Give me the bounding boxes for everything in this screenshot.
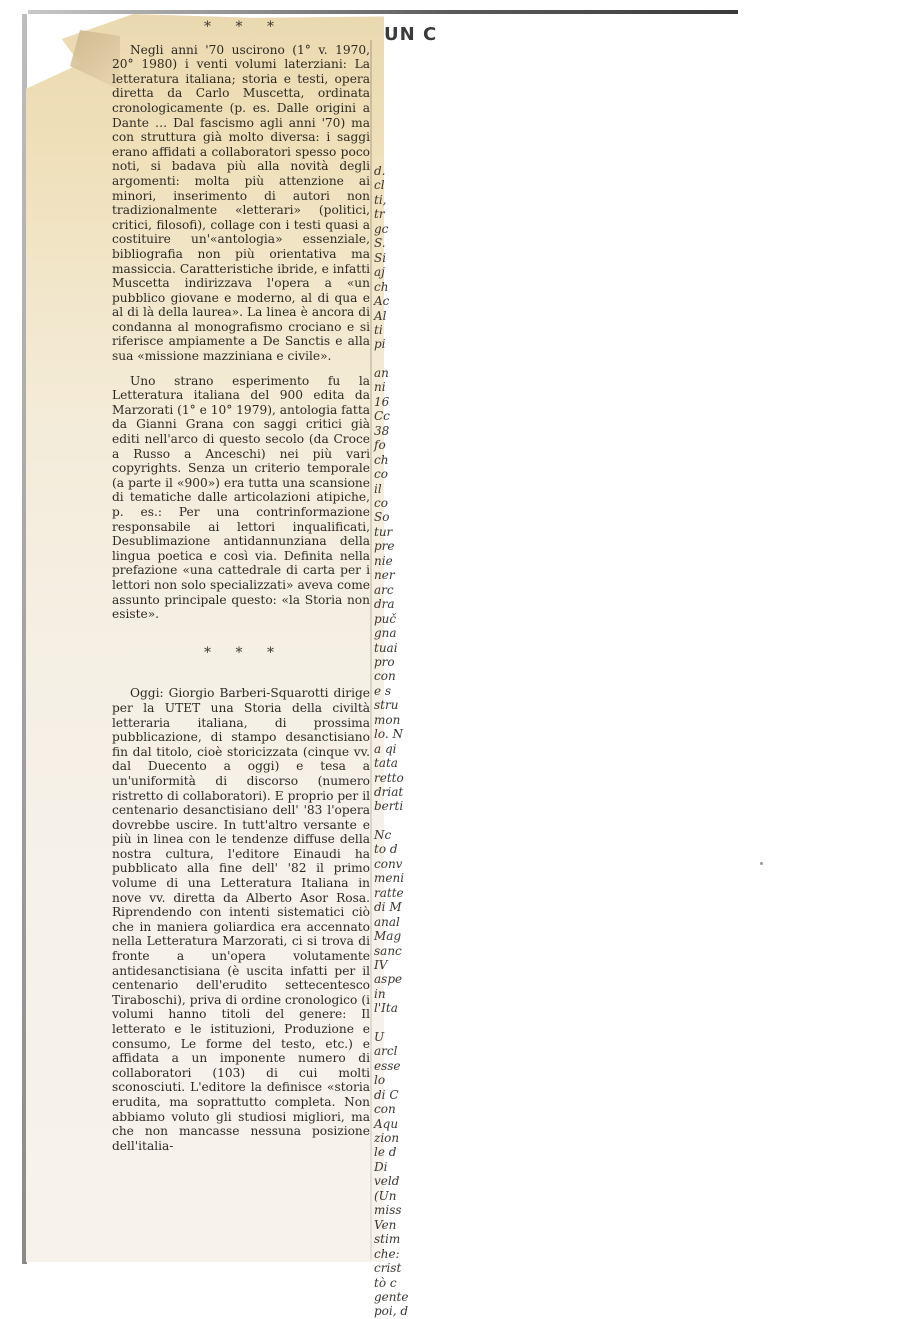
fragment-line: Di xyxy=(374,1159,388,1174)
fragment-line: pre xyxy=(374,539,395,554)
fragment-line: cl xyxy=(374,178,385,193)
scan-top-edge xyxy=(28,10,738,14)
fragment-line: tò c xyxy=(374,1275,397,1290)
fragment-line: So xyxy=(374,510,390,525)
line-gap xyxy=(374,352,398,366)
fragment-line: 38 xyxy=(374,423,390,438)
fragment-line: ner xyxy=(374,568,395,583)
fragment-line: le d xyxy=(374,1145,397,1160)
fragment-line: Al xyxy=(374,308,387,323)
fragment-line: fo xyxy=(374,438,386,453)
fragment-line: lo. N xyxy=(374,727,403,742)
line-gap xyxy=(374,1016,398,1030)
scan-speck xyxy=(760,862,763,865)
fragment-line: co xyxy=(374,467,388,482)
fragment-line: che: xyxy=(374,1246,400,1261)
fragment-line: crist xyxy=(374,1261,402,1276)
fragment-line: Ven xyxy=(374,1217,397,1232)
fragment-line: il xyxy=(374,481,382,496)
line-gap xyxy=(374,814,398,828)
fragment-line: arcl xyxy=(374,1044,398,1059)
right-column-fragments xyxy=(374,164,409,1319)
fragment-line: Nc xyxy=(374,827,392,842)
fragment-line: co xyxy=(374,495,388,510)
fragment-line: nie xyxy=(374,553,393,568)
fragment-line: ti xyxy=(374,322,383,337)
fragment-line: miss xyxy=(374,1203,402,1218)
fragment-line: ch xyxy=(374,279,389,294)
fragment-line: aspe xyxy=(374,972,403,987)
paragraph: Uno strano esperimento fu la Letteratura italiana del 900 edita da Marzorati (1° e 10° 1979), antologia fatta da Gianni Grana con saggi critici già editi nell'arco di questo secolo (da Croce a Russo a Anceschi) nei più vari copyrights. Senza un criterio temporale (a parte il «900») era tutta una scansione di tematiche dalle articolazioni atipiche, p. es.: Per una contrinformazione responsabile ai lettori inqualificati, Desublimazione antidannunziana della lingua poetica e così via. Definita nella prefazione «una cattedrale di carta per i lettori non solo specializzati» aveva come assunto principale questo: «la Storia non esiste». xyxy=(112,373,370,622)
fragment-line: meni xyxy=(374,871,405,886)
article-heading: UN C xyxy=(384,24,438,45)
fragment-line: anal xyxy=(374,914,400,929)
fragment-line: pi xyxy=(374,337,386,352)
fragment-line: d. xyxy=(374,164,386,178)
main-text-column xyxy=(112,20,370,1163)
fragment-line: ratte xyxy=(374,885,404,900)
fragment-line: Cc xyxy=(374,409,390,424)
fragment-line: Ac xyxy=(374,294,390,309)
fragment-line: in xyxy=(374,986,386,1001)
fragment-line: con xyxy=(374,1102,396,1117)
fragment-line: tata xyxy=(374,756,398,771)
fragment-line: tr xyxy=(374,207,385,222)
fragment-line: esse xyxy=(374,1058,401,1073)
fragment-line: poi, d xyxy=(374,1304,409,1319)
fragment-line: Mag xyxy=(374,929,402,944)
fragment-line: zion xyxy=(374,1131,400,1145)
fragment-line: veld xyxy=(374,1174,400,1189)
fragment-line: IV xyxy=(374,958,388,973)
fragment-line: lo xyxy=(374,1073,386,1088)
fragment-line: a qi xyxy=(374,741,397,756)
fragment-line: con xyxy=(374,669,396,684)
fragment-line: Si xyxy=(374,250,387,265)
fragment-line: sanc xyxy=(374,943,402,958)
fragment-line: ti, xyxy=(374,192,387,207)
fragment-line: retto xyxy=(374,770,404,785)
fragment-line: l'Ita xyxy=(374,1001,398,1016)
fragment-line: e s xyxy=(374,683,392,698)
fragment-line: berti xyxy=(374,799,404,814)
fragment-line: puč xyxy=(374,611,397,626)
fragment-line: conv xyxy=(374,856,403,871)
section-separator: * * * xyxy=(204,644,284,661)
fragment-line: mon xyxy=(374,712,401,727)
fragment-line: stru xyxy=(374,698,399,713)
fragment-line: 16 xyxy=(374,394,390,409)
fragment-line: di C xyxy=(374,1087,399,1102)
fragment-line: an xyxy=(374,365,389,380)
fragment-line: ni xyxy=(374,380,386,395)
fragment-line: ch xyxy=(374,452,389,467)
fragment-line: gente xyxy=(374,1289,409,1304)
fragment-line: di M xyxy=(374,900,402,915)
fragment-line: Aqu xyxy=(374,1116,399,1131)
fragment-line: stim xyxy=(374,1232,401,1247)
fragment-line: dra xyxy=(374,597,395,612)
fragment-line: tur xyxy=(374,524,393,539)
section-separator: * * * xyxy=(204,19,284,35)
fragment-line: S. xyxy=(374,236,386,251)
fragment-line: aj xyxy=(374,265,385,280)
fragment-line: to d xyxy=(374,842,398,857)
fragment-line: (Un xyxy=(374,1188,397,1203)
paragraph: Oggi: Giorgio Barberi-Squarotti dirige per la UTET una Storia della civiltà letteraria italiana, di prossima pubblicazione, di stampo desanctisiano fin dal titolo, cioè storicizzata (cinque vv. dal Duecento a oggi) e tesa a un'uniformità di discorso (numero ristretto di collaboratori). E proprio per il centenario desanctisiano dell' '83 l'opera dovrebbe uscire. In tutt'altro versante e più in linea con le tendenze diffuse della nostra cultura, l'editore Einaudi ha pubblicato alla fine dell' '82 il primo volume di una Letteratura Italiana in nove vv. diretta da Alberto Asor Rosa. Riprendendo con intenti sistematici ciò che in maniera goliardica era accennato nella Letteratura Marzorati, ci si trova di fronte a un'opera volutamente antidesanctisiana (è uscita infatti per il centenario dell'erudito settecentesco Tiraboschi), priva di ordine cronologico (i volumi hanno titoli del genere: Il letterato e le istituzioni, Produzione e consumo, Le forme del testo, etc.) e affidata a un imponente numero di collaboratori (103) di cui molti sconosciuti. L'editore la definisce «storia erudita, ma soprattutto completa. Non abbiamo voluto gli studiosi migliori, ma che non mancasse nessuna posizione dell'italia- xyxy=(112,686,370,1153)
fragment-line: gna xyxy=(374,626,397,641)
fragment-line: gc xyxy=(374,221,389,236)
fragment-line: pro xyxy=(374,654,395,669)
column-fold xyxy=(370,40,372,1260)
paragraph: Negli anni '70 uscirono (1° v. 1970, 20° 1980) i venti volumi laterziani: La letteratura italiana; storia e testi, opera diretta da Carlo Muscetta, ordinata cronologicamente (p. es. Dalle origini a Dante … Dal fascismo agli anni '70) ma con struttura già molto diversa: i saggi erano affidati a collaboratori spesso poco noti, si badava più alla novità degli argomenti: molta più attenzione ai minori, inserimento di autori non tradizionalmente «letterari» (politici, critici, filosofi), collage con i testi quasi a costituire un'«antologia» essenziale, bibliografia non più orientativa ma massiccia. Caratteristiche ibride, e infatti Muscetta indirizzava l'opera a «un pubblico giovane e moderno, al di qua e al di là della laurea». La linea è ancora di condanna al monografismo crociano e si riferisce ampiamente a De Sanctis e alla sua «missione mazziniana e civile». xyxy=(112,42,370,364)
fragment-line: U xyxy=(374,1029,385,1044)
fragment-line: tuai xyxy=(374,640,398,655)
fragment-line: arc xyxy=(374,582,394,597)
fragment-line: driat xyxy=(374,785,404,800)
